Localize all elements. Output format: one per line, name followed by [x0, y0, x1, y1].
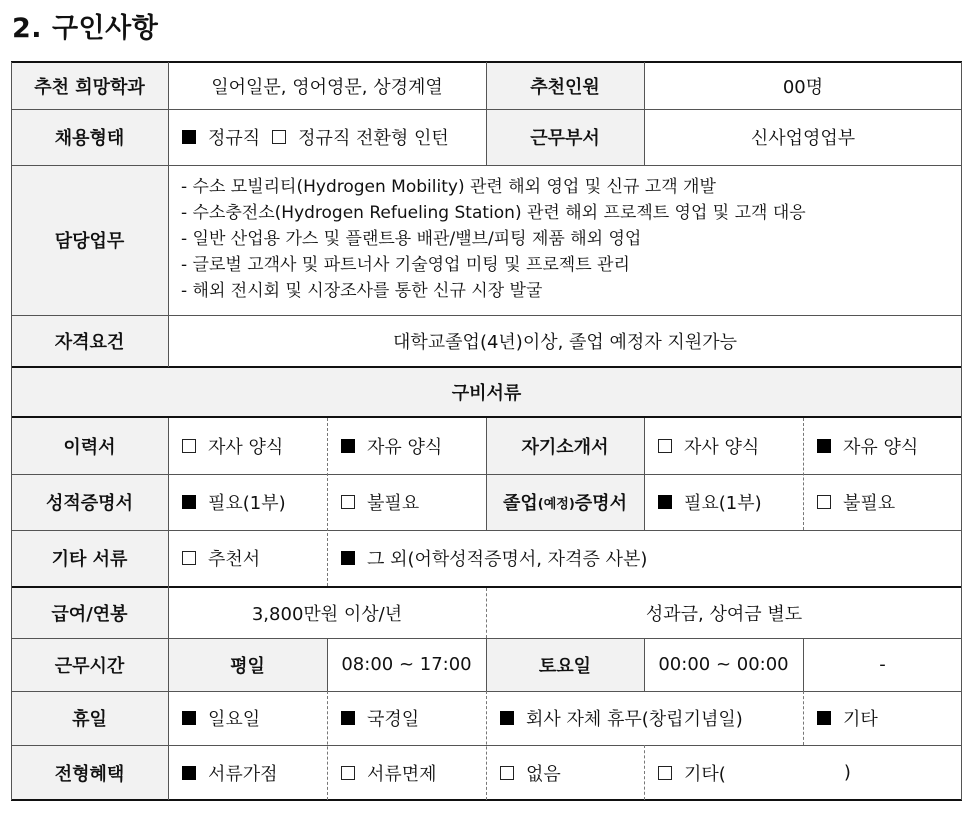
- col-divider: [644, 638, 645, 691]
- duties-label: 담당업무: [11, 165, 168, 315]
- weekday-label: 평일: [168, 638, 327, 691]
- holiday-option-sunday: [168, 691, 327, 745]
- col-divider: [327, 638, 328, 691]
- qualification-label: 자격요건: [11, 315, 168, 367]
- col-divider-dashed: [486, 691, 487, 800]
- option-label: 자유 양식: [367, 437, 443, 458]
- holiday-option-national: [327, 691, 486, 745]
- col-divider: [168, 62, 169, 367]
- option-label: 자사 양식: [208, 437, 284, 458]
- col-divider-dashed: [327, 691, 328, 800]
- col-divider: [486, 418, 487, 530]
- col-divider-dashed: [327, 418, 328, 586]
- recommend-count-value: 00명: [782, 76, 824, 98]
- option-label: 불필요: [843, 493, 896, 514]
- checkbox-unchecked[interactable]: [500, 766, 514, 780]
- work-hours-label: 근무시간: [11, 638, 168, 691]
- checkbox-unchecked[interactable]: [272, 130, 286, 144]
- qualification-value: 대학교졸업(4년)이상, 졸업 예정자 지원가능: [393, 332, 737, 353]
- salary-label: 급여/연봉: [11, 588, 168, 638]
- option-label: 자사 양식: [684, 437, 760, 458]
- checkbox-unchecked[interactable]: [341, 766, 355, 780]
- extra-hours: -: [879, 654, 886, 675]
- graduation-cert-option-not-required: [803, 474, 962, 530]
- duties-list: [181, 174, 806, 304]
- graduation-cert-option-required: [644, 474, 803, 530]
- option-label: 서류면제: [367, 763, 437, 785]
- option-label: 회사 자체 휴무(창립기념일): [526, 709, 743, 730]
- benefit-label: 전형혜택: [11, 745, 168, 800]
- checkbox-checked[interactable]: [341, 711, 355, 725]
- other-docs-label: 기타 서류: [11, 530, 168, 586]
- option-label: 그 외(어학성적증명서, 자격증 사본): [367, 549, 648, 570]
- recommend-count-label: 추천인원: [486, 62, 644, 109]
- duty-item: - 글로벌 고객사 및 파트너사 기술영업 미팅 및 프로젝트 관리: [181, 255, 630, 275]
- option-label: 일요일: [208, 709, 261, 730]
- col-divider: [486, 62, 487, 165]
- dept-value: 일어일문, 영어영문, 상경계열: [211, 76, 443, 98]
- checkbox-checked[interactable]: [817, 711, 831, 725]
- table-border-right: [961, 62, 962, 800]
- duty-item: - 수소충전소(Hydrogen Refueling Station) 관련 해외 프로젝트 영업 및 고객 대응: [181, 203, 806, 223]
- checkbox-checked[interactable]: [500, 711, 514, 725]
- checkbox-checked[interactable]: [817, 439, 831, 453]
- dept-label: 추천 희망학과: [11, 62, 168, 109]
- saturday-hours: 00:00 ~ 00:00: [658, 654, 789, 675]
- checkbox-unchecked[interactable]: [817, 495, 831, 509]
- transcript-label: 성적증명서: [11, 474, 168, 530]
- checkbox-checked[interactable]: [341, 439, 355, 453]
- holiday-option-etc: [803, 691, 962, 745]
- col-divider-dashed: [486, 588, 487, 638]
- option-label: 자유 양식: [843, 437, 919, 458]
- row-divider: [11, 315, 962, 316]
- option-label: 정규직 전환형 인턴: [298, 128, 449, 149]
- row-divider: [11, 530, 962, 531]
- cover-letter-option-company: [644, 418, 803, 474]
- col-divider-dashed: [644, 745, 645, 800]
- option-label: 기타(: [684, 763, 726, 785]
- benefit-option-etc: [644, 745, 962, 800]
- checkbox-checked[interactable]: [182, 766, 196, 780]
- checkbox-unchecked[interactable]: [341, 495, 355, 509]
- col-divider-dashed: [803, 418, 804, 530]
- documents-heading: 구비서류: [11, 368, 962, 416]
- graduation-cert-label-b: (예정): [537, 496, 575, 512]
- checkbox-unchecked[interactable]: [182, 439, 196, 453]
- duty-item: - 해외 전시회 및 시장조사를 통한 신규 시장 발굴: [181, 281, 543, 301]
- option-label: 서류가점: [208, 763, 278, 785]
- checkbox-checked[interactable]: [658, 495, 672, 509]
- col-divider-dashed: [803, 691, 804, 745]
- other-docs-option-etc: [327, 530, 962, 586]
- checkbox-checked[interactable]: [182, 130, 196, 144]
- checkbox-checked[interactable]: [341, 551, 355, 565]
- department-label: 근무부서: [486, 109, 644, 165]
- holiday-label: 휴일: [11, 691, 168, 745]
- option-label: 국경일: [367, 709, 420, 730]
- checkbox-unchecked[interactable]: [658, 439, 672, 453]
- checkbox-checked[interactable]: [182, 495, 196, 509]
- weekday-hours: 08:00 ~ 17:00: [341, 654, 472, 675]
- benefit-option-none: [486, 745, 644, 800]
- option-label-close: ): [843, 762, 851, 783]
- duty-item: - 일반 산업용 가스 및 플랜트용 배관/밸브/피팅 제품 해외 영업: [181, 229, 642, 249]
- option-label: 추천서: [208, 549, 261, 570]
- checkbox-unchecked[interactable]: [658, 766, 672, 780]
- other-docs-option-recommendation: [168, 530, 327, 586]
- transcript-option-not-required: [327, 474, 486, 530]
- checkbox-checked[interactable]: [182, 711, 196, 725]
- col-divider: [644, 418, 645, 530]
- graduation-cert-label-a: 졸업: [503, 493, 538, 514]
- row-divider: [11, 165, 962, 166]
- resume-label: 이력서: [11, 418, 168, 474]
- section-divider: [11, 366, 962, 368]
- col-divider: [644, 62, 645, 165]
- option-label: 필요(1부): [208, 493, 286, 514]
- option-label: 기타: [843, 709, 878, 730]
- holiday-option-company: [486, 691, 803, 745]
- checkbox-unchecked[interactable]: [182, 551, 196, 565]
- option-label: 없음: [526, 763, 561, 785]
- benefit-option-bonus: [168, 745, 327, 800]
- cover-letter-option-free: [803, 418, 962, 474]
- transcript-option-required: [168, 474, 327, 530]
- col-divider: [168, 418, 169, 800]
- graduation-cert-label: [486, 474, 644, 530]
- bonus-value: 성과금, 상여금 별도: [645, 604, 803, 625]
- employment-type-options: [168, 109, 486, 165]
- table-border-left: [11, 62, 12, 800]
- col-divider: [803, 638, 804, 691]
- graduation-cert-label-c: 증명서: [574, 493, 627, 514]
- cover-letter-label: 자기소개서: [486, 418, 644, 474]
- option-label: 불필요: [367, 493, 420, 514]
- saturday-label: 토요일: [486, 638, 644, 691]
- duty-item: - 수소 모빌리티(Hydrogen Mobility) 관련 해외 영업 및 신규 고객 개발: [181, 177, 716, 197]
- section-title: 2. 구인사항: [12, 13, 159, 44]
- option-label: 정규직: [208, 128, 261, 149]
- employment-type-label: 채용형태: [11, 109, 168, 165]
- resume-option-company: [168, 418, 327, 474]
- col-divider: [486, 638, 487, 691]
- salary-value: 3,800만원 이상/년: [251, 604, 403, 625]
- department-value: 신사업영업부: [750, 128, 856, 149]
- resume-option-free: [327, 418, 486, 474]
- option-label: 필요(1부): [684, 493, 762, 514]
- benefit-option-exempt: [327, 745, 486, 800]
